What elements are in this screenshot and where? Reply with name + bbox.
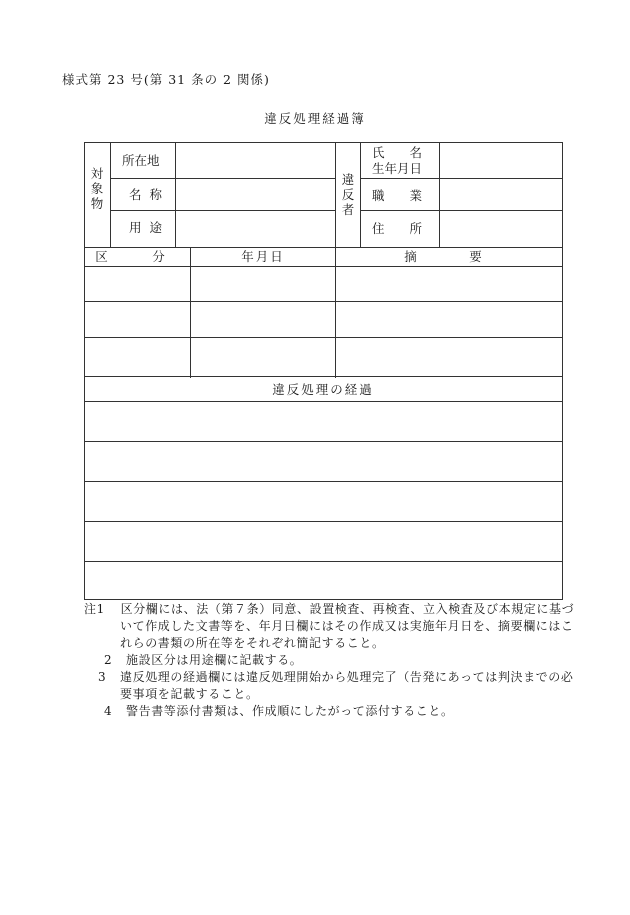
row-divider [85, 441, 562, 442]
subject-address-label: 所在地 [122, 153, 160, 168]
violator-block-label: 違反者 [341, 172, 355, 217]
row-divider [360, 210, 562, 211]
violator-address-label: 住 所 [372, 221, 423, 236]
note-number: 3 [98, 670, 107, 684]
violator-birthdate-label: 生年月日 [372, 161, 423, 176]
row-divider [360, 178, 562, 179]
row-divider [110, 210, 335, 211]
header-summary: 摘 要 [404, 249, 502, 264]
row-divider [85, 376, 562, 377]
note-text: 違反処理の経過欄には違反処理開始から処理完了（告発にあっては判決までの必要事項を記載すること。 [120, 670, 574, 701]
row-divider [85, 561, 562, 562]
row-divider [110, 178, 335, 179]
row-divider [85, 266, 562, 267]
note-item [84, 669, 584, 703]
note-number: 1 [96, 602, 105, 616]
subject-name-label: 名称 [129, 187, 171, 202]
column-divider [110, 143, 111, 247]
notes [84, 601, 584, 720]
note-item [84, 601, 584, 652]
form-table [84, 142, 563, 600]
row-divider [85, 401, 562, 402]
note-number: 4 [104, 704, 113, 718]
violator-occupation-label: 職 業 [372, 188, 423, 203]
note-item [84, 703, 584, 720]
column-divider [439, 143, 440, 247]
note-number: 2 [104, 653, 113, 667]
note-text: 施設区分は用途欄に記載する。 [126, 653, 303, 667]
header-category: 区 分 [95, 249, 181, 264]
note-text: 警告書等添付書類は、作成順にしたがって添付すること。 [126, 704, 454, 718]
row-divider [85, 301, 562, 302]
row-divider [85, 521, 562, 522]
document-title: 違反処理経過簿 [264, 111, 366, 126]
note-text: 区分欄には、法（第７条）同意、設置検査、再検査、立入検査及び本規定に基づいて作成した文書等を、年月日欄にはその作成又は実施年月日を、摘要欄にはこれらの書類の所在等をそれぞれ簡記すること。 [120, 602, 575, 650]
subject-block-label: 対象物 [90, 166, 104, 211]
form-number: 様式第 23 号(第 31 条の 2 関係) [62, 72, 270, 87]
progress-heading: 違反処理の経過 [272, 382, 374, 397]
violator-name-label: 氏 名 [372, 145, 423, 160]
row-divider [85, 481, 562, 482]
column-divider [175, 143, 176, 247]
note-item [84, 652, 584, 669]
row-divider [85, 337, 562, 338]
column-divider [335, 143, 336, 378]
subject-use-label: 用途 [129, 220, 171, 235]
column-divider [190, 247, 191, 378]
row-divider [85, 247, 562, 248]
notes-prefix: 注 [84, 602, 97, 616]
header-date: 年月日 [241, 249, 285, 264]
column-divider [360, 143, 361, 247]
